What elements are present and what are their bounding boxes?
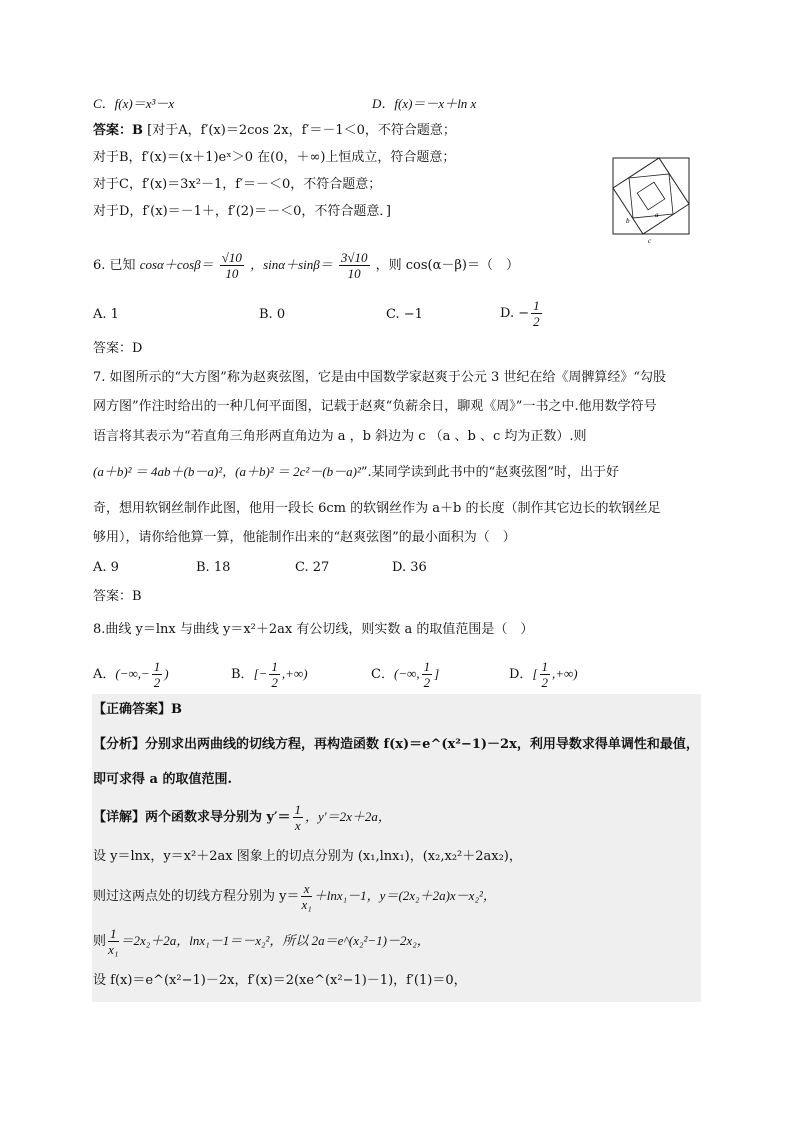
q6-expr2: ，sinα＋sinβ＝ [250, 257, 333, 272]
q7-option-c: C. 27 [295, 560, 330, 575]
zhao-shuang-diagram [612, 157, 692, 251]
solution-analysis-line-1: 【分析】分别求出两曲线的切线方程，再构造函数 f(x)＝e^(x²−1)－2x，利用导数求得单调性和最值， [93, 737, 699, 752]
q7-line-1: 7. 如图所示的“大方图”称为赵爽弦图，它是由中国数学家赵爽于公元 3 世纪在给《周髀算经》“勾股 [93, 370, 667, 385]
q6-fraction-2-denominator: 10 [347, 266, 361, 281]
solution-detail-fraction [293, 802, 304, 833]
q7-identity: (a＋b)² ＝ 4ab＋(b－a)²，(a＋b)² ＝ 2c²－(b－a)² [93, 464, 361, 479]
q8-option-a-fraction [152, 659, 163, 690]
q8-option-a [93, 655, 169, 694]
q8-option-b-numerator: 1 [271, 659, 278, 674]
q8-option-d-close: ,+∞) [552, 666, 578, 681]
q6-option-d-label: D. − [500, 306, 530, 321]
solution-tangent-numerator: x [301, 881, 311, 897]
q8-option-a-denominator: 2 [153, 675, 161, 690]
q6-fraction-2 [339, 250, 370, 281]
q7-option-d: D. 36 [392, 560, 427, 575]
q8-option-d-open: [ [532, 666, 538, 681]
q8-option-b-close: ,+∞) [281, 666, 308, 681]
q8-option-a-numerator: 1 [153, 659, 161, 674]
solution-then-numerator: 1 [110, 926, 117, 941]
solution-tangent-fraction [301, 881, 311, 912]
q8-option-d [509, 655, 578, 694]
solution-then [93, 923, 430, 960]
q6-option-c: C. −1 [386, 307, 423, 322]
q6-option-d-numerator: 1 [533, 298, 540, 313]
q7-line-5: 奇，想用软钢丝制作此图，他用一段长 6cm 的软钢丝作为 a＋b 的长度（制作其它边长的软钢丝足 [93, 501, 661, 516]
solution-set-points: 设 y＝lnx，y＝x²＋2ax 图象上的切点分别为 (x₁,lnx₁)，(x₂,x₂²＋2ax₂)， [93, 849, 522, 864]
q6-option-d-fraction [531, 298, 542, 329]
q7-option-a: A. 9 [93, 560, 119, 575]
q6-option-a: A. 1 [93, 307, 119, 322]
q6-fraction-2-numerator: 3√10 [340, 250, 368, 265]
q7-line-4 [93, 462, 619, 483]
q7-line-6: 够用），请你给他算一算，他能制作出来的“赵爽弦图”的最小面积为（ ） [93, 530, 516, 545]
q6-expr1: cosα＋cosβ＝ [139, 257, 214, 272]
q8-option-c [371, 655, 439, 694]
q5-option-d: D．f(x)＝－x＋ln x [372, 96, 477, 111]
q8-option-d-fraction [540, 659, 551, 690]
q8-option-c-numerator: 1 [423, 659, 431, 674]
q8-option-c-close: ] [434, 666, 440, 681]
q6-stem-prefix: 6. 已知 [93, 258, 136, 273]
solution-detail-denominator: x [294, 818, 301, 833]
q5-answer-text: [对于A，f′(x)＝2cos 2x，f′＝－1＜0，不符合题意； [147, 123, 456, 138]
diagram-label-c: c [648, 237, 652, 245]
q7-answer: 答案：B [93, 589, 142, 604]
q8-option-a-label: A． [93, 667, 116, 682]
q8-option-c-open: (−∞, [393, 666, 420, 681]
q8-option-d-denominator: 2 [541, 675, 548, 690]
q8-option-b-fraction [269, 659, 280, 690]
solution-analysis-line-2: 即可求得 a 的取值范围. [93, 772, 233, 787]
q5-option-c: C．f(x)＝x³－x [93, 96, 175, 111]
q6-option-d-denominator: 2 [533, 314, 540, 329]
q6-answer: 答案：D [93, 341, 143, 356]
q8-option-a-close: ) [164, 666, 169, 681]
q8-option-b-open: [− [253, 666, 268, 681]
solution-correct-answer: 【正确答案】B [93, 702, 182, 717]
solution-tangent-denominator: x₁ [301, 897, 312, 912]
q8-option-c-label: C． [371, 667, 394, 682]
q8-option-c-fraction [422, 659, 433, 690]
q6-fraction-1 [220, 250, 244, 281]
solution-tangent-suffix: ＋lnx₁－1，y＝(2x₂＋2a)x－x₂²， [313, 888, 496, 903]
solution-then-denominator: x₁ [108, 942, 119, 957]
q6-fraction-1-denominator: 10 [225, 266, 239, 281]
q6-stem-suffix: ，则 cos(α－β)＝（ ） [375, 258, 519, 273]
q5-line-b: 对于B，f′(x)＝(x＋1)eˣ＞0 在(0，＋∞)上恒成立，符合题意； [93, 150, 456, 165]
q5-line-c: 对于C，f′(x)＝3x²－1，f′＝－＜0，不符合题意； [93, 177, 382, 192]
solution-then-suffix: ＝2x₂＋2a，lnx₁－1＝－x₂²，所以 2a＝e^(x₂²−1)－2x₂， [120, 933, 430, 948]
solution-tangent-lines [93, 878, 496, 915]
q8-option-a-open: (−∞,− [115, 666, 150, 681]
q5-answer-label: 答案：B [93, 123, 143, 138]
solution-detail-numerator: 1 [294, 802, 302, 817]
solution-define-f: 设 f(x)＝e^(x²−1)－2x，f′(x)＝2(xe^(x²−1)－1)，f′(1)＝0， [93, 973, 467, 988]
diagram-label-b: b [626, 217, 630, 225]
q8-option-b-denominator: 2 [271, 675, 278, 690]
q7-option-b: B. 18 [196, 560, 231, 575]
solution-tangent-prefix: 则过这两点处的切线方程分别为 y＝ [93, 889, 300, 904]
solution-detail-prefix: 【详解】两个函数求导分别为 y′＝ [93, 810, 291, 825]
solution-then-fraction [108, 926, 119, 957]
q5-answer [93, 121, 456, 141]
q6-stem [93, 246, 519, 285]
q8-option-d-numerator: 1 [541, 659, 548, 674]
q8-option-b-label: B． [231, 667, 254, 682]
solution-then-prefix: 则 [93, 934, 107, 949]
q7-line-3: 语言将其表示为“若直角三角形两直角边为 a ，b 斜边为 c （a 、b 、c 均为正数）.则 [93, 429, 587, 444]
diagram-label-a: a [655, 211, 659, 219]
q6-option-d [500, 295, 544, 333]
q6-fraction-1-numerator: √10 [221, 250, 242, 265]
solution-detail-suffix: ，y′＝2x＋2a， [305, 809, 391, 824]
solution-detail [93, 799, 391, 836]
q7-line-2: 网方图”作注时给出的一种几何平面图，记载于赵爽“负薪余日，聊观《周》”一书之中.他用数学符号 [93, 399, 657, 414]
q8-option-b [231, 655, 308, 694]
q5-line-d: 对于D，f′(x)＝－1＋，f′(2)＝－＜0，不符合题意．] [93, 204, 391, 219]
q8-option-c-denominator: 2 [423, 675, 431, 690]
q8-option-d-label: D． [509, 667, 533, 682]
q8-stem: 8.曲线 y＝lnx 与曲线 y＝x²＋2ax 有公切线，则实数 a 的取值范围是（ ） [93, 622, 534, 637]
q7-line-4-text: ”.某同学读到此书中的“赵爽弦图”时，出于好 [360, 465, 619, 480]
q6-option-b: B. 0 [259, 307, 286, 322]
